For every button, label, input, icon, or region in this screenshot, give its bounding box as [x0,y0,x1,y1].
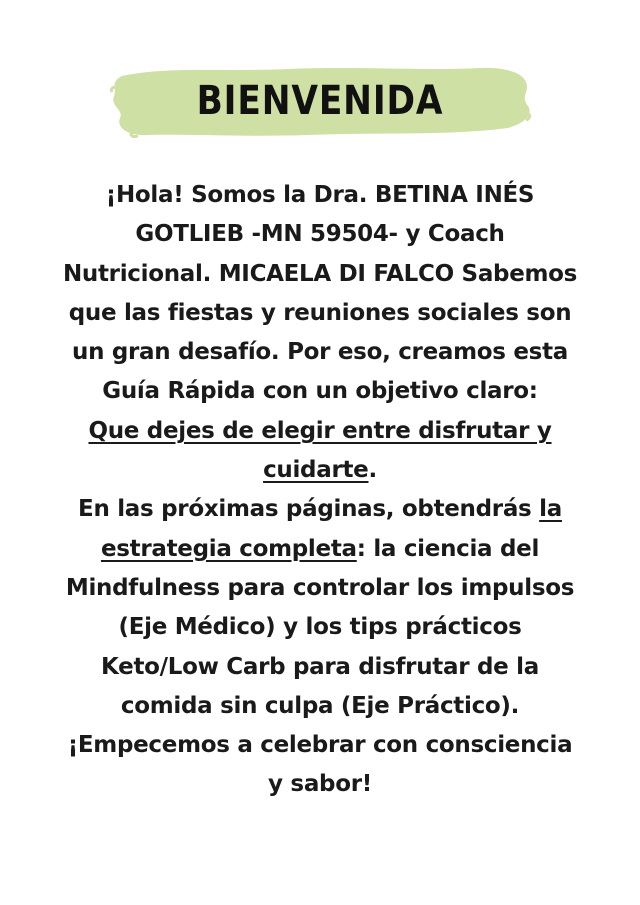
title-banner [108,62,532,140]
goal-underlined-text: Que dejes de elegir entre disfrutar y cuidarte [88,417,552,484]
strategy-paragraph [60,490,580,726]
goal-paragraph [60,412,580,491]
intro-paragraph: ¡Hola! Somos la Dra. BETINA INÉS GOTLIEB -MN 59504- y Coach Nutricional. MICAELA DI FALCO Sabemos que las fiestas y reuniones sociales son un gran desafío. Por eso, creamos esta Guía Rápida con un objetivo claro: [62,182,578,405]
welcome-text [60,176,580,805]
strategy-text-start: En las próximas páginas, obtendrás [78,496,540,523]
page-title: BIENVENIDA [196,78,444,124]
closing-paragraph: ¡Empecemos a celebrar con consciencia y sabor! [67,732,573,798]
strategy-underlined-text: la estrategia completa [100,496,562,562]
goal-period: . [368,457,377,484]
strategy-text-end: : la ciencia del Mindfulness para controlar los impulsos (Eje Médico) y los tips prácticos Keto/Low Carb para disfrutar de la comida sin culpa (Eje Práctico). [65,535,575,719]
